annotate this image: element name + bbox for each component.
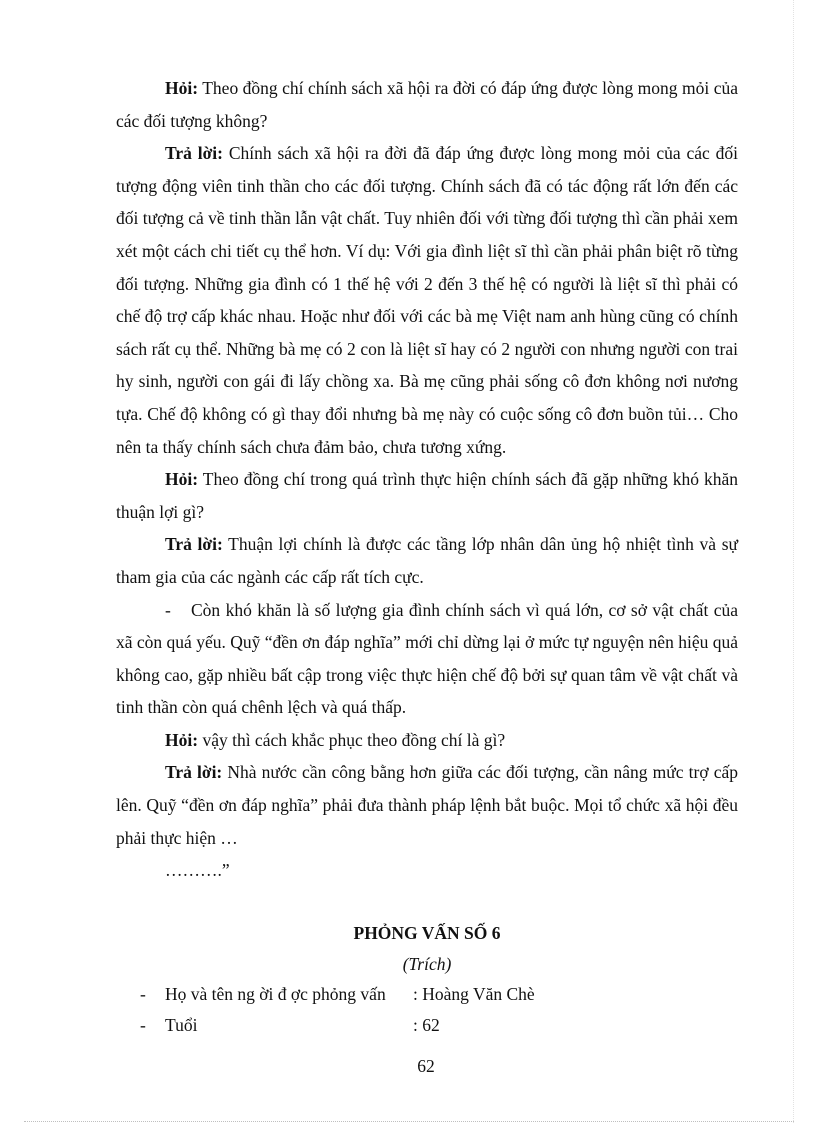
bullet-dash: - bbox=[140, 983, 146, 1004]
section-subtitle: (Trích) bbox=[402, 953, 452, 974]
info-row-age bbox=[116, 1010, 738, 1041]
info-label-age: Tuổi bbox=[165, 1014, 198, 1035]
answer-2-bullet bbox=[116, 594, 738, 724]
answer-3-text: Nhà nước cần công bằng hơn giữa các đối tượng, cần nâng mức trợ cấp lên. Quỹ “đền ơn đáp nghĩa” phải đưa thành pháp lệnh bắt buộc. Mọi tổ chức xã hội đều phải thực hiện … bbox=[116, 762, 738, 848]
page-side-divider bbox=[793, 0, 794, 1123]
document-page bbox=[116, 72, 738, 1041]
bullet-dash: - bbox=[140, 1014, 146, 1035]
question-3-text: vậy thì cách khắc phục theo đồng chí là gì? bbox=[202, 729, 506, 750]
answer-label: Trả lời: bbox=[165, 534, 223, 555]
info-label-name: Họ và tên ng ời đ ợc phỏng vấn bbox=[165, 983, 386, 1004]
bullet-dash: - bbox=[165, 599, 171, 620]
question-label: Hỏi: bbox=[165, 729, 199, 750]
info-value-age: : 62 bbox=[413, 1014, 440, 1035]
question-label: Hỏi: bbox=[165, 469, 199, 490]
question-1 bbox=[116, 72, 738, 137]
quote-ellipsis: ……….” bbox=[165, 860, 230, 881]
question-1-text: Theo đồng chí chính sách xã hội ra đời có đáp ứng được lòng mong mỏi của các đối tượng không? bbox=[116, 78, 738, 131]
answer-2 bbox=[116, 528, 738, 593]
page-bottom-divider bbox=[24, 1121, 794, 1122]
page-number: 62 bbox=[417, 1056, 435, 1076]
answer-label: Trả lời: bbox=[165, 143, 223, 164]
answer-2-bullet-text: Còn khó khăn là số lượng gia đình chính sách vì quá lớn, cơ sở vật chất của xã còn quá yếu. Quỹ “đền ơn đáp nghĩa” mới chỉ dừng lại ở mức tự nguyện nên hiệu quả không cao, gặp nhiều bất cập trong việc thực hiện chế độ bởi sự quan tâm về vật chất và tinh thần còn quá chênh lệch và quá thấp. bbox=[116, 599, 738, 718]
answer-label: Trả lời: bbox=[165, 762, 223, 783]
question-label: Hỏi: bbox=[165, 78, 199, 98]
info-value-name: : Hoàng Văn Chè bbox=[413, 983, 535, 1004]
answer-2-text: Thuận lợi chính là được các tầng lớp nhân dân ủng hộ nhiệt tình và sự tham gia của các ngành các cấp rất tích cực. bbox=[116, 534, 739, 587]
question-2-text: Theo đồng chí trong quá trình thực hiện chính sách đã gặp những khó khăn thuận lợi gì? bbox=[116, 469, 738, 522]
question-2 bbox=[116, 463, 738, 528]
question-3 bbox=[116, 724, 738, 757]
section-heading: PHỎNG VẤN SỐ 6 bbox=[353, 922, 501, 943]
answer-1 bbox=[116, 137, 738, 463]
info-row-name bbox=[116, 979, 738, 1010]
answer-1-text: Chính sách xã hội ra đời đã đáp ứng được lòng mong mỏi của các đối tượng động viên tinh thần cho các đối tượng. Chính sách đã có tác động rất lớn đến các đối tượng cả về tinh thần lẫn vật chất. Tuy nhiên đối với từng đối tượng thì cần phải xem xét một cách chi tiết cụ thể hơn. Ví dụ: Với gia đình liệt sĩ thì cần phải phân biệt rõ từng đối tượng. Những gia đình có 1 thế hệ với 2 đến 3 thế hệ có người là liệt sĩ thì phải có chế độ trợ cấp khác nhau. Hoặc như đối với các bà mẹ Việt nam anh hùng cũng có chính sách rất cụ thể. Những bà mẹ có 2 con là liệt sĩ hay có 2 người con nhưng người con trai hy sinh, người con gái đi lấy chồng xa. Bà mẹ cũng phải sống cô đơn không nơi nương tựa. Chế độ không có gì thay đổi nhưng bà mẹ này có cuộc sống cô đơn buồn tủi… Cho nên ta thấy chính sách chưa đảm bảo, chưa tương xứng. bbox=[116, 143, 738, 457]
answer-3 bbox=[116, 756, 738, 854]
